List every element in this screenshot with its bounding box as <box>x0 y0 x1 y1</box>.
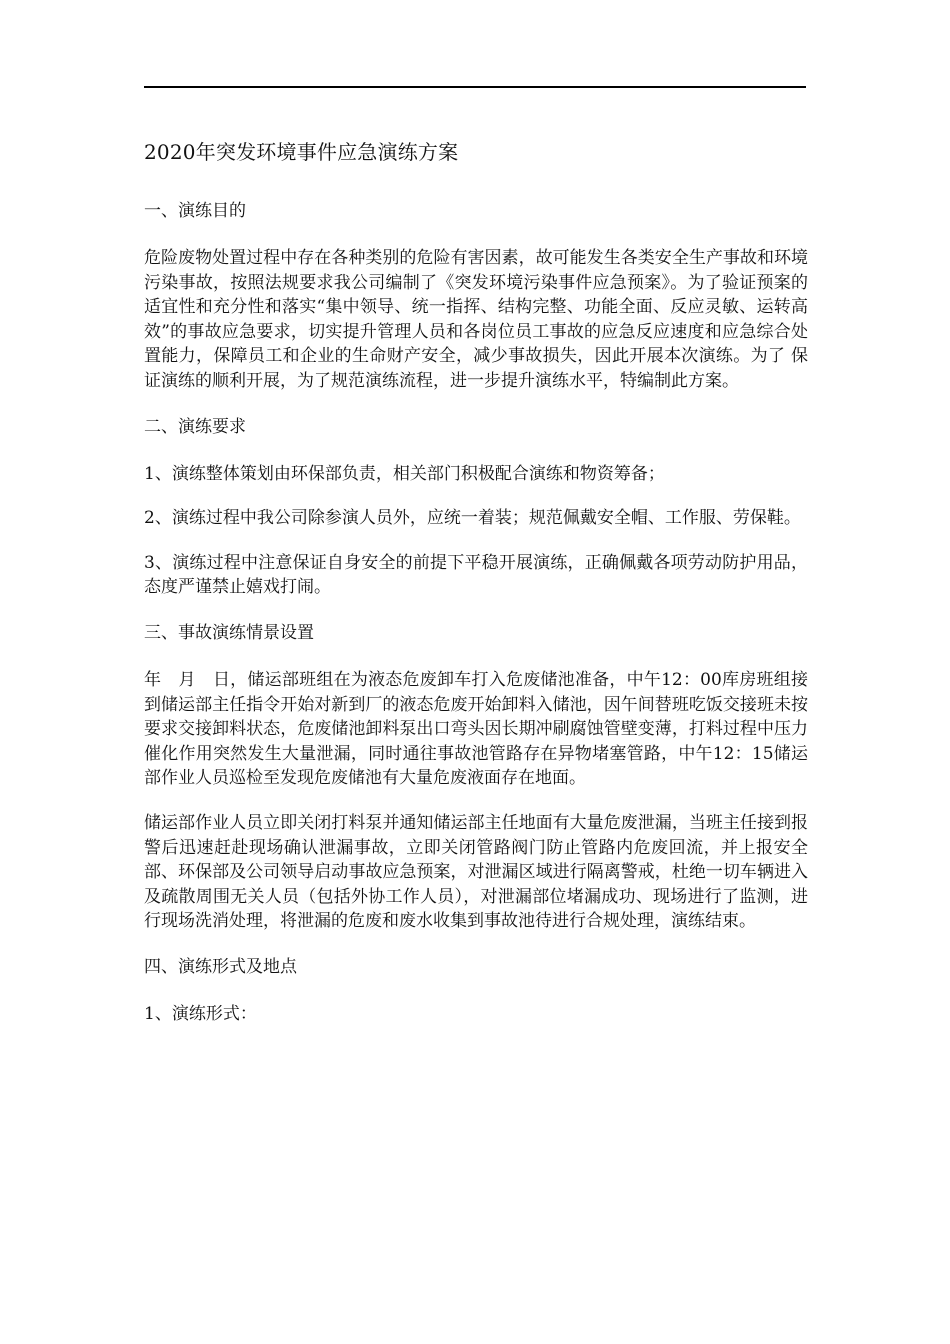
paragraph-requirement-3: 3、演练过程中注意保证自身安全的前提下平稳开展演练，正确佩戴各项劳动防护用品，态度严谨禁止嬉戏打闹。 <box>144 552 808 598</box>
document-title: 2020年突发环境事件应急演练方案 <box>144 140 459 164</box>
section-heading-purpose: 一、演练目的 <box>144 201 246 221</box>
paragraph-requirement-2: 2、演练过程中我公司除参演人员外，应统一着装；规范佩戴安全帽、工作服、劳保鞋。 <box>144 508 801 529</box>
section-heading-requirements: 二、演练要求 <box>144 416 246 437</box>
document-body <box>144 132 808 1046</box>
section-heading-scenario: 三、事故演练情景设置 <box>144 622 314 643</box>
section-heading-format: 四、演练形式及地点 <box>144 956 297 977</box>
paragraph-format-1: 1、演练形式： <box>144 1003 257 1024</box>
paragraph-scenario-2: 储运部作业人员立即关闭打料泵并通知储运部主任地面有大量危废泄漏，当班主任接到报警后迅速赶赴现场确认泄漏事故，立即关闭管路阀门防止管路内危废回流，并上报安全部、环保部及公司领导启动事故应急预案，对泄漏区域进行隔离警戒，杜绝一切车辆进入及疏散周围无关人员（包括外协工作人员），对泄漏部位堵漏成功、现场进行了监测，进行现场洗消处理，将泄漏的危废和废水收集到事故池待进行合规处理，演练结束。 <box>144 812 808 932</box>
paragraph-requirement-1: 1、演练整体策划由环保部负责，相关部门积极配合演练和物资筹备； <box>144 463 665 484</box>
paragraph-purpose: 危险废物处置过程中存在各种类别的危险有害因素，故可能发生各类安全生产事故和环境污染事故，按照法规要求我公司编制了《突发环境污染事件应急预案》。为了验证预案的适宜性和充分性和落实“集中领导、统一指挥、结构完整、功能全面、反应灵敏、运转高效”的事故应急要求，切实提升管理人员和各岗位员工事故的应急反应速度和应急综合处置能力，保障员工和企业的生命财产安全，减少事故损失，因此开展本次演练。为了 保证演练的顺利开展，为了规范演练流程，进一步提升演练水平，特编制此方案。 <box>144 248 808 391</box>
header-rule <box>144 86 806 88</box>
paragraph-scenario-1: 年 月 日，储运部班组在为液态危废卸车打入危废储池准备，中午12：00库房班组接到储运部主任指令开始对新到厂的液态危废开始卸料入储池，因午间替班吃饭交接班未按要求交接卸料状态，危废储池卸料泵出口弯头因长期冲刷腐蚀管壁变薄，打料过程中压力催化作用突然发生大量泄漏，同时通往事故池管路存在异物堵塞管路，中午12：15储运部作业人员巡检至发现危废储池有大量危废液面存在地面。 <box>144 669 808 789</box>
